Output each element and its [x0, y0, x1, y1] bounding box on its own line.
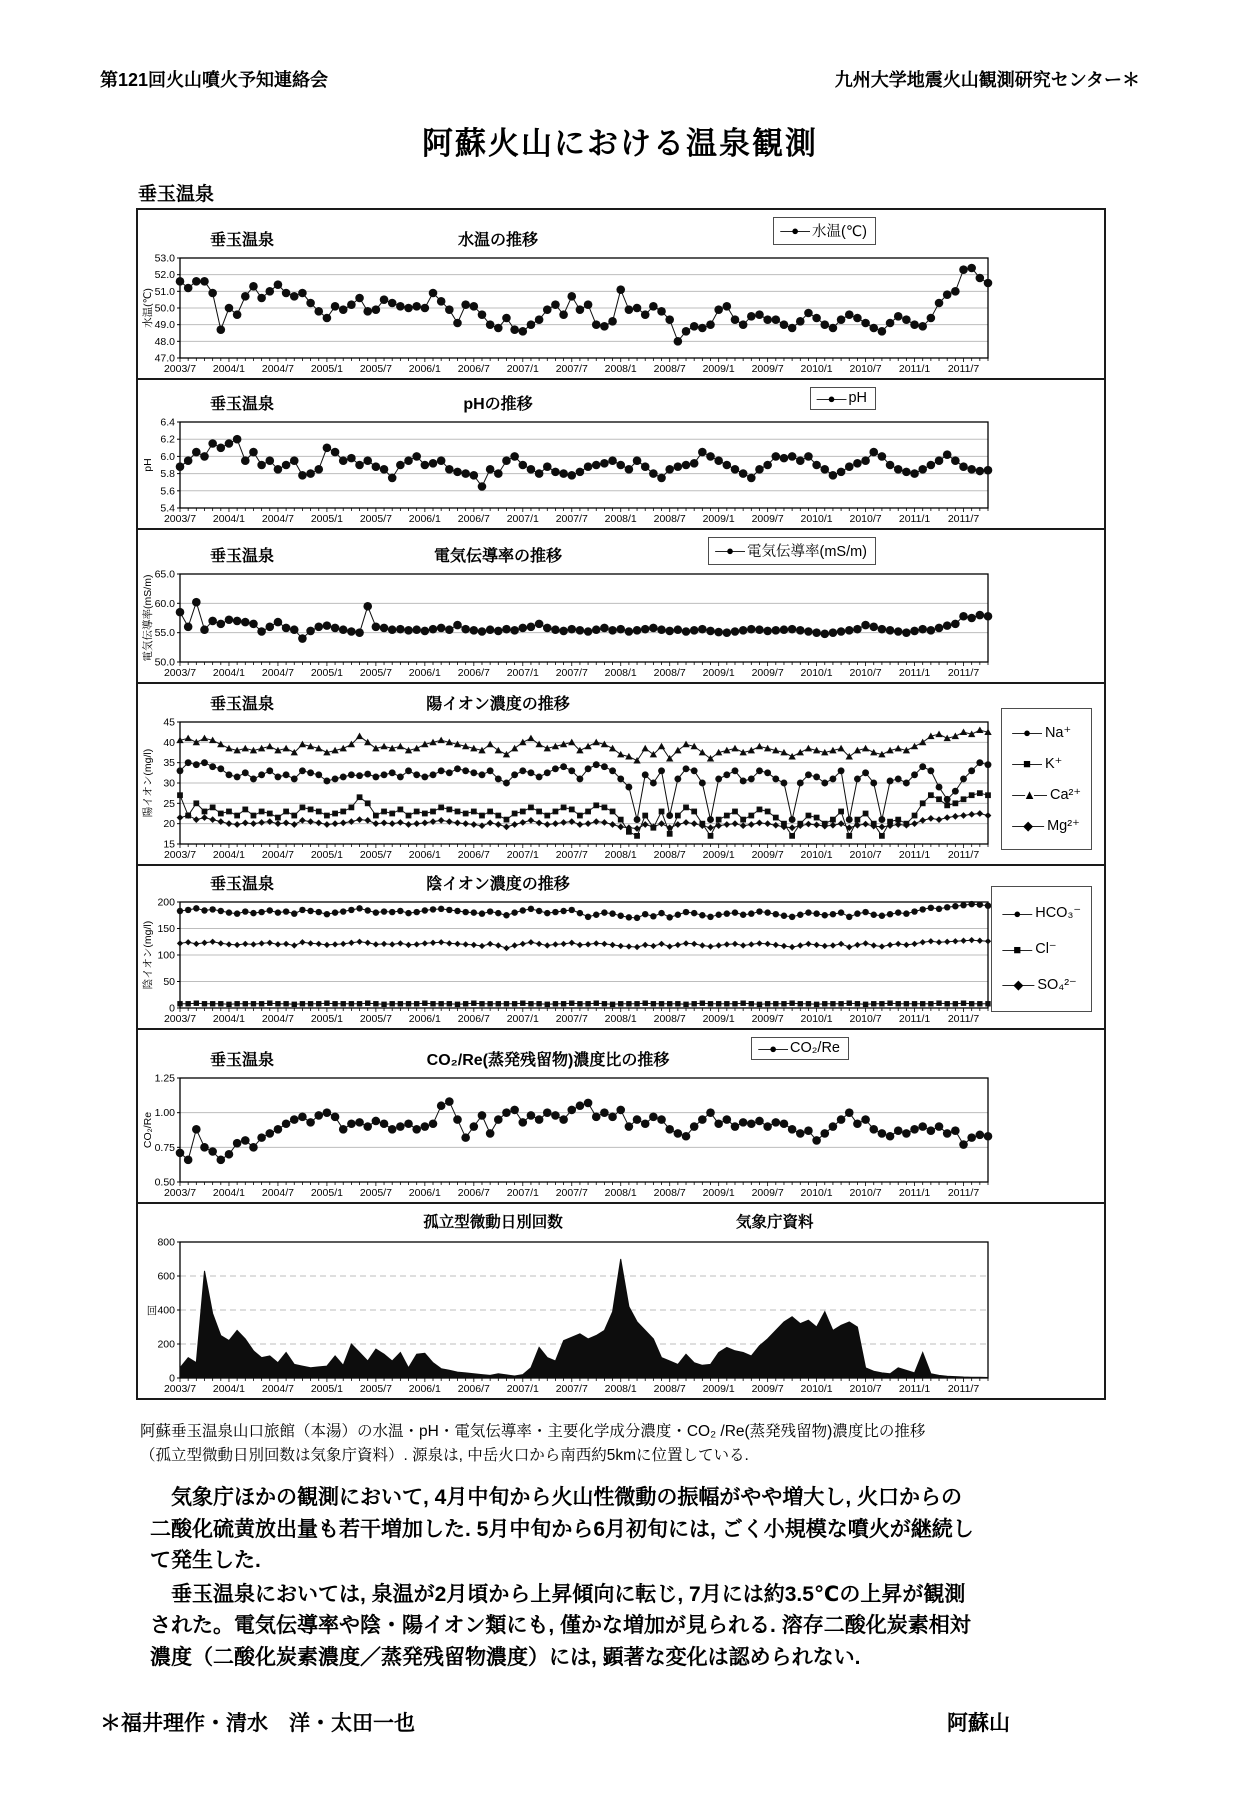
- svg-text:0.75: 0.75: [154, 1141, 175, 1154]
- site-label: 垂玉温泉: [210, 696, 275, 713]
- section-label: 垂玉温泉: [138, 184, 215, 205]
- svg-text:2010/7: 2010/7: [849, 363, 882, 375]
- svg-text:2004/7: 2004/7: [261, 667, 295, 679]
- svg-text:2005/7: 2005/7: [359, 667, 392, 679]
- svg-text:2004/1: 2004/1: [212, 1013, 246, 1025]
- svg-text:2011/1: 2011/1: [898, 1383, 931, 1395]
- svg-text:2003/7: 2003/7: [163, 513, 197, 525]
- svg-text:2003/7: 2003/7: [163, 1013, 197, 1025]
- svg-text:35: 35: [163, 757, 175, 770]
- legend-marker-icon: —◆—: [1002, 977, 1033, 992]
- chart-title: pHの推移: [463, 396, 533, 413]
- svg-text:2005/1: 2005/1: [310, 513, 343, 525]
- legend-label: Mg²⁺: [1047, 817, 1080, 834]
- legend-co2re: [751, 1037, 849, 1060]
- legend-marker-icon: —■—: [1002, 941, 1031, 957]
- svg-text:5.4: 5.4: [160, 502, 175, 515]
- svg-text:2005/1: 2005/1: [310, 363, 343, 375]
- legend-label: SO₄²⁻: [1037, 977, 1077, 993]
- svg-text:2005/7: 2005/7: [359, 363, 392, 375]
- svg-text:40: 40: [163, 736, 175, 749]
- svg-text:2011/7: 2011/7: [947, 1013, 980, 1025]
- svg-text:2006/7: 2006/7: [457, 1187, 490, 1199]
- legend-marker-icon: —●—: [1012, 725, 1040, 740]
- svg-text:65.0: 65.0: [154, 570, 175, 581]
- svg-text:2005/7: 2005/7: [359, 849, 392, 861]
- svg-text:2006/7: 2006/7: [457, 513, 490, 525]
- svg-text:2009/7: 2009/7: [751, 667, 784, 679]
- svg-text:2004/1: 2004/1: [212, 667, 246, 679]
- legend-water-temp: [773, 217, 876, 245]
- svg-text:2005/1: 2005/1: [310, 1187, 343, 1199]
- svg-text:6.4: 6.4: [160, 418, 175, 429]
- svg-text:2006/1: 2006/1: [408, 1187, 441, 1199]
- svg-text:2004/1: 2004/1: [212, 1187, 246, 1199]
- page-title: 阿蘇火山における温泉観測: [422, 126, 818, 161]
- svg-text:200: 200: [157, 898, 175, 909]
- svg-text:2005/1: 2005/1: [310, 849, 343, 861]
- svg-text:25: 25: [163, 797, 175, 810]
- svg-text:電気伝導率(mS/m): 電気伝導率(mS/m): [142, 574, 154, 662]
- svg-text:pH: pH: [142, 458, 154, 472]
- svg-text:2008/7: 2008/7: [653, 1013, 686, 1025]
- svg-text:陰イオン(mg/l): 陰イオン(mg/l): [142, 920, 154, 990]
- svg-text:回: 回: [146, 1305, 158, 1317]
- svg-text:2010/7: 2010/7: [849, 1013, 882, 1025]
- svg-text:2010/7: 2010/7: [849, 1187, 882, 1199]
- svg-text:6.2: 6.2: [160, 433, 175, 446]
- chart-panel-tremor: [138, 1204, 1104, 1398]
- svg-text:2008/1: 2008/1: [604, 1187, 637, 1199]
- chart-title: CO₂/Re(蒸発残留物)濃度比の推移: [426, 1052, 670, 1069]
- legend-ph: [810, 387, 876, 410]
- water-temp-chart: [138, 254, 1100, 378]
- svg-text:2010/7: 2010/7: [849, 1383, 882, 1395]
- legend-marker-icon: —●—: [1002, 905, 1031, 921]
- legend-label: 水温(℃): [812, 224, 867, 240]
- svg-text:52.0: 52.0: [154, 269, 175, 282]
- svg-text:2007/7: 2007/7: [555, 1013, 588, 1025]
- svg-text:2009/7: 2009/7: [751, 1187, 784, 1199]
- svg-text:2011/1: 2011/1: [898, 849, 931, 861]
- svg-text:2010/1: 2010/1: [800, 1383, 833, 1395]
- svg-text:5.6: 5.6: [160, 485, 175, 498]
- svg-text:2011/7: 2011/7: [947, 513, 980, 525]
- svg-text:2006/1: 2006/1: [408, 667, 441, 679]
- svg-text:2007/7: 2007/7: [555, 1187, 588, 1199]
- svg-text:2004/1: 2004/1: [212, 513, 246, 525]
- svg-text:800: 800: [157, 1238, 175, 1249]
- chart-panel-conductivity: [138, 530, 1104, 684]
- svg-text:53.0: 53.0: [154, 254, 175, 265]
- chart-box: [136, 208, 1106, 1400]
- svg-text:2005/7: 2005/7: [359, 1383, 392, 1395]
- site-label: 垂玉温泉: [210, 232, 275, 249]
- legend-marker-icon: —◆—: [1012, 817, 1043, 833]
- svg-text:2010/7: 2010/7: [849, 849, 882, 861]
- svg-text:400: 400: [157, 1304, 175, 1317]
- chart-title: 孤立型微動日別回数: [423, 1214, 563, 1231]
- legend-label: Na⁺: [1044, 724, 1072, 741]
- svg-text:2004/7: 2004/7: [261, 1187, 295, 1199]
- svg-text:2007/1: 2007/1: [506, 849, 539, 861]
- chart-panel-water-temp: [138, 210, 1104, 380]
- svg-text:2007/7: 2007/7: [555, 667, 588, 679]
- svg-text:6.0: 6.0: [160, 450, 175, 463]
- svg-text:2006/7: 2006/7: [457, 1383, 490, 1395]
- meeting-title: 第121回火山噴火予知連絡会: [100, 70, 329, 90]
- svg-text:2011/1: 2011/1: [898, 1013, 931, 1025]
- legend-label: pH: [848, 390, 867, 406]
- svg-text:2004/7: 2004/7: [261, 1383, 295, 1395]
- svg-text:2011/1: 2011/1: [898, 513, 931, 525]
- svg-text:2004/7: 2004/7: [261, 1013, 295, 1025]
- svg-text:20: 20: [163, 818, 175, 831]
- svg-text:2009/7: 2009/7: [751, 1013, 784, 1025]
- svg-text:2004/7: 2004/7: [261, 363, 295, 375]
- chart-panel-co2re: [138, 1030, 1104, 1204]
- svg-text:2008/7: 2008/7: [653, 667, 686, 679]
- legend-marker-icon: —●—: [816, 390, 845, 406]
- svg-text:2007/1: 2007/1: [506, 667, 539, 679]
- svg-text:50: 50: [163, 976, 175, 988]
- svg-text:0.50: 0.50: [154, 1176, 175, 1189]
- svg-text:1.00: 1.00: [154, 1107, 175, 1120]
- svg-text:51.0: 51.0: [154, 285, 175, 298]
- svg-text:2008/7: 2008/7: [653, 363, 686, 375]
- chart-title: 水温の推移: [457, 232, 538, 249]
- legend-marker-icon: —■—: [1012, 756, 1040, 771]
- ph-chart: [138, 418, 1100, 528]
- anions-chart: [138, 898, 1100, 1028]
- svg-text:2011/1: 2011/1: [898, 363, 931, 375]
- svg-text:2006/1: 2006/1: [408, 363, 441, 375]
- svg-text:2007/1: 2007/1: [506, 363, 539, 375]
- body-text: [150, 1482, 980, 1673]
- svg-text:2007/7: 2007/7: [555, 363, 588, 375]
- tremor-chart: [138, 1238, 1100, 1398]
- svg-text:2008/1: 2008/1: [604, 513, 637, 525]
- svg-text:2009/1: 2009/1: [702, 667, 735, 679]
- svg-text:55.0: 55.0: [154, 627, 175, 640]
- institution-name: 九州大学地震火山観測研究センター＊: [834, 70, 1140, 90]
- svg-text:2011/7: 2011/7: [947, 1383, 980, 1395]
- legend-marker-icon: —●—: [780, 223, 809, 238]
- paragraph-2: 垂玉温泉においては, 泉温が2月頃から上昇傾向に転じ, 7月には約3.5℃の上昇が観測された。電気伝導率や陰・陽イオン類にも, 僅かな増加が見られる. 溶存二酸化炭素相対濃度（二酸化炭素濃度／蒸発残留物濃度）には, 顕著な変化は認められない.: [150, 1582, 971, 1669]
- svg-text:2011/7: 2011/7: [947, 1187, 980, 1199]
- svg-text:5.8: 5.8: [160, 468, 175, 481]
- page-header: [100, 66, 1140, 92]
- svg-text:2010/1: 2010/1: [800, 667, 833, 679]
- svg-text:45: 45: [163, 718, 175, 729]
- svg-text:2004/1: 2004/1: [212, 363, 246, 375]
- legend-marker-icon: —●—: [715, 543, 743, 558]
- svg-text:2006/1: 2006/1: [408, 1383, 441, 1395]
- svg-text:2008/7: 2008/7: [653, 513, 686, 525]
- svg-text:2008/1: 2008/1: [604, 667, 637, 679]
- svg-text:2006/7: 2006/7: [457, 1013, 490, 1025]
- figure-caption: [140, 1420, 1120, 1468]
- site-label: 垂玉温泉: [210, 1052, 275, 1069]
- svg-text:2008/7: 2008/7: [653, 1383, 686, 1395]
- svg-text:2009/1: 2009/1: [702, 1013, 735, 1025]
- svg-text:2007/1: 2007/1: [506, 1187, 539, 1199]
- svg-text:2007/1: 2007/1: [506, 1013, 539, 1025]
- svg-text:2009/7: 2009/7: [751, 1383, 784, 1395]
- chart-panel-cations: [138, 684, 1104, 866]
- svg-text:CO₂/Re: CO₂/Re: [142, 1111, 154, 1149]
- svg-text:2004/7: 2004/7: [261, 849, 295, 861]
- svg-text:15: 15: [163, 838, 175, 851]
- svg-text:100: 100: [157, 949, 175, 962]
- legend-anions: [991, 886, 1092, 1012]
- svg-text:2007/1: 2007/1: [506, 513, 539, 525]
- svg-text:2006/1: 2006/1: [408, 849, 441, 861]
- conductivity-chart: [138, 570, 1100, 682]
- svg-text:2005/1: 2005/1: [310, 667, 343, 679]
- svg-text:2010/7: 2010/7: [849, 513, 882, 525]
- site-label: 垂玉温泉: [210, 876, 275, 893]
- svg-text:2011/7: 2011/7: [947, 849, 980, 861]
- svg-text:2006/1: 2006/1: [408, 513, 441, 525]
- svg-text:2008/1: 2008/1: [604, 1013, 637, 1025]
- chart-source-label: 気象庁資料: [736, 1214, 814, 1231]
- svg-text:2010/1: 2010/1: [800, 849, 833, 861]
- svg-text:2007/1: 2007/1: [506, 1383, 539, 1395]
- svg-text:1.25: 1.25: [154, 1074, 175, 1085]
- svg-text:50.0: 50.0: [154, 302, 175, 315]
- svg-text:2009/1: 2009/1: [702, 849, 735, 861]
- svg-text:2010/1: 2010/1: [800, 1187, 833, 1199]
- svg-text:30: 30: [163, 777, 175, 790]
- legend-marker-icon: —●—: [758, 1040, 787, 1056]
- svg-text:2009/7: 2009/7: [751, 363, 784, 375]
- cations-chart: [138, 718, 1100, 864]
- caption-line-1: 阿蘇垂玉温泉山口旅館（本湯）の水温・pH・電気伝導率・主要化学成分濃度・CO₂ /Re(蒸発残留物)濃度比の推移: [140, 1423, 926, 1440]
- svg-text:150: 150: [157, 923, 175, 935]
- svg-text:2008/7: 2008/7: [653, 1187, 686, 1199]
- svg-text:2009/7: 2009/7: [751, 513, 784, 525]
- svg-text:200: 200: [157, 1338, 175, 1351]
- svg-text:2009/1: 2009/1: [702, 513, 735, 525]
- svg-text:2007/7: 2007/7: [555, 849, 588, 861]
- svg-text:2004/1: 2004/1: [212, 849, 246, 861]
- legend-conductivity: [708, 537, 876, 565]
- svg-text:水温(℃): 水温(℃): [142, 288, 154, 328]
- svg-text:2005/7: 2005/7: [359, 513, 392, 525]
- svg-text:2011/7: 2011/7: [947, 363, 980, 375]
- svg-text:2003/7: 2003/7: [163, 363, 197, 375]
- svg-text:0: 0: [169, 1002, 175, 1015]
- svg-text:2005/1: 2005/1: [310, 1383, 343, 1395]
- svg-text:2003/7: 2003/7: [163, 849, 197, 861]
- svg-text:2007/7: 2007/7: [555, 1383, 588, 1395]
- paragraph-1: 気象庁ほかの観測において, 4月中旬から火山性微動の振幅がやや増大し, 火口からの二酸化硫黄放出量も若干増加した. 5月中旬から6月初旬には, ごく小規模な噴火が継続して発生した.: [150, 1486, 974, 1573]
- svg-text:2010/1: 2010/1: [800, 513, 833, 525]
- chart-panel-ph: [138, 380, 1104, 530]
- svg-text:2010/1: 2010/1: [800, 1013, 833, 1025]
- legend-label: 電気伝導率(mS/m): [746, 544, 867, 560]
- legend-label: Cl⁻: [1035, 941, 1057, 957]
- svg-text:2008/1: 2008/1: [604, 363, 637, 375]
- caption-line-2: （孤立型微動日別回数は気象庁資料）. 源泉は, 中岳火口から南西約5kmに位置している.: [140, 1447, 749, 1465]
- svg-text:2009/1: 2009/1: [702, 363, 735, 375]
- svg-text:2010/7: 2010/7: [849, 667, 882, 679]
- svg-text:2004/7: 2004/7: [261, 513, 295, 525]
- svg-text:60.0: 60.0: [154, 597, 175, 610]
- legend-cations: [1001, 708, 1092, 850]
- svg-text:2004/1: 2004/1: [212, 1383, 246, 1395]
- svg-text:49.0: 49.0: [154, 319, 175, 332]
- svg-text:2005/7: 2005/7: [359, 1187, 392, 1199]
- svg-text:2006/7: 2006/7: [457, 667, 490, 679]
- chart-title: 陽イオン濃度の推移: [426, 696, 570, 713]
- legend-label: Ca²⁺: [1049, 786, 1081, 803]
- chart-panel-anions: [138, 866, 1104, 1030]
- svg-text:2009/7: 2009/7: [751, 849, 784, 861]
- svg-text:2006/7: 2006/7: [457, 363, 490, 375]
- svg-text:50.0: 50.0: [154, 656, 175, 669]
- legend-label: CO₂/Re: [790, 1040, 840, 1056]
- svg-text:2005/7: 2005/7: [359, 1013, 392, 1025]
- chart-title: 陰イオン濃度の推移: [426, 876, 570, 893]
- chart-title: 電気伝導率の推移: [433, 548, 562, 565]
- svg-text:2011/1: 2011/1: [898, 667, 931, 679]
- svg-text:2008/1: 2008/1: [604, 849, 637, 861]
- svg-text:2007/7: 2007/7: [555, 513, 588, 525]
- svg-text:2009/1: 2009/1: [702, 1383, 735, 1395]
- svg-text:2011/7: 2011/7: [947, 667, 980, 679]
- legend-label: K⁺: [1044, 755, 1063, 772]
- svg-text:48.0: 48.0: [154, 335, 175, 348]
- site-label: 垂玉温泉: [210, 548, 275, 565]
- co2re-chart: [138, 1074, 1100, 1202]
- svg-text:2008/7: 2008/7: [653, 849, 686, 861]
- svg-text:2003/7: 2003/7: [163, 1383, 197, 1395]
- page-footer: [100, 1707, 1010, 1737]
- svg-text:2011/1: 2011/1: [898, 1187, 931, 1199]
- svg-text:0: 0: [169, 1372, 175, 1385]
- svg-text:47.0: 47.0: [154, 352, 175, 365]
- svg-text:2010/1: 2010/1: [800, 363, 833, 375]
- svg-text:2008/1: 2008/1: [604, 1383, 637, 1395]
- site-label: 垂玉温泉: [210, 396, 275, 413]
- volcano-name: 阿蘇山: [947, 1712, 1010, 1736]
- svg-text:2003/7: 2003/7: [163, 667, 197, 679]
- svg-text:2003/7: 2003/7: [163, 1187, 197, 1199]
- svg-text:2005/1: 2005/1: [310, 1013, 343, 1025]
- svg-text:2006/7: 2006/7: [457, 849, 490, 861]
- svg-text:2009/1: 2009/1: [702, 1187, 735, 1199]
- legend-marker-icon: —▲—: [1012, 787, 1045, 802]
- authors: ＊福井理作・清水 洋・太田一也: [100, 1712, 415, 1736]
- svg-text:2006/1: 2006/1: [408, 1013, 441, 1025]
- legend-label: HCO₃⁻: [1035, 905, 1081, 921]
- svg-text:陽イオン(mg/l): 陽イオン(mg/l): [142, 748, 154, 818]
- svg-text:600: 600: [157, 1270, 175, 1283]
